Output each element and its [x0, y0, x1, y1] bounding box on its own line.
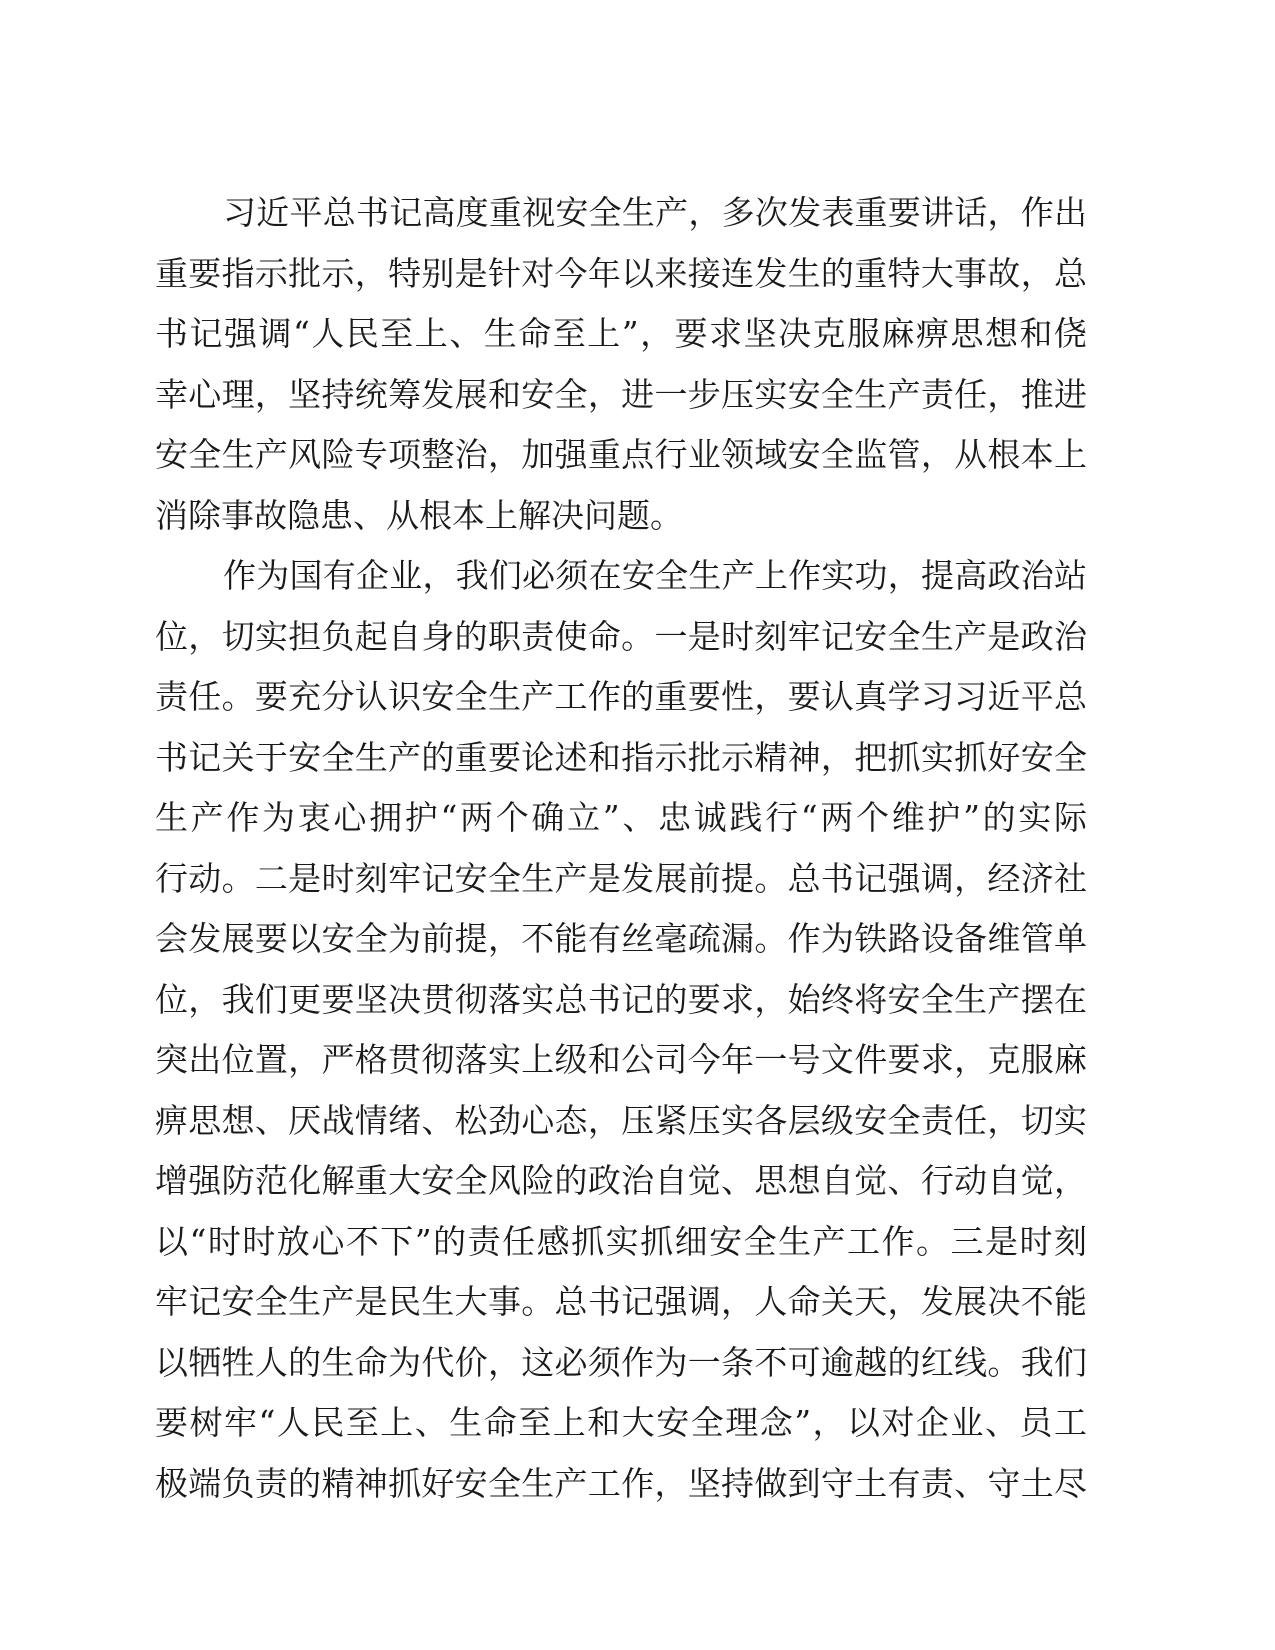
paragraph-1-line-4: 幸心理，坚持统筹发展和安全，进一步压实安全生产责任，推进 — [155, 374, 1087, 414]
paragraph-2-line-4: 书记关于安全生产的重要论述和指示批示精神，把抓实抓好安全 — [155, 737, 1087, 777]
paragraph-2-line-10: 痹思想、厌战情绪、松劲心态，压紧压实各层级安全责任，切实 — [155, 1100, 1087, 1140]
paragraph-1-line-5: 安全生产风险专项整治，加强重点行业领域安全监管，从根本上 — [155, 435, 1087, 474]
paragraph-2-line-15: 要树牢“人民至上、生命至上和大安全理念”，以对企业、员工 — [155, 1403, 1087, 1442]
body-text — [155, 183, 1087, 1514]
paragraph-2-line-3: 责任。要充分认识安全生产工作的重要性，要认真学习习近平总 — [155, 677, 1087, 716]
paragraph-2-line-5: 生产作为衷心拥护“两个确立”、忠诚践行“两个维护”的实际 — [155, 798, 1087, 837]
paragraph-2-line-11: 增强防范化解重大安全风险的政治自觉、思想自觉、行动自觉， — [155, 1161, 1087, 1200]
paragraph-1-line-1: 习近平总书记高度重视安全生产，多次发表重要讲话，作出 — [223, 193, 1087, 232]
paragraph-2-line-2: 位，切实担负起自身的职责使命。一是时刻牢记安全生产是政治 — [155, 616, 1087, 656]
paragraph-2-line-9: 突出位置，严格贯彻落实上级和公司今年一号文件要求，克服麻 — [155, 1040, 1087, 1079]
paragraph-2-line-13: 牢记安全生产是民生大事。总书记强调，人命关天，发展决不能 — [155, 1282, 1087, 1321]
paragraph-2-line-12: 以“时时放心不下”的责任感抓实抓细安全生产工作。三是时刻 — [155, 1221, 1087, 1261]
paragraph-1-line-3: 书记强调“人民至上、生命至上”，要求坚决克服麻痹思想和侥 — [155, 314, 1087, 353]
paragraph-2-line-16: 极端负责的精神抓好安全生产工作，坚持做到守土有责、守土尽 — [155, 1463, 1087, 1503]
paragraph-1-line-6: 消除事故隐患、从根本上解决问题。 — [155, 495, 683, 535]
paragraph-2-line-6: 行动。二是时刻牢记安全生产是发展前提。总书记强调，经济社 — [155, 858, 1087, 898]
paragraph-2-line-14: 以牺牲人的生命为代价，这必须作为一条不可逾越的红线。我们 — [155, 1342, 1087, 1382]
paragraph-2-line-1: 作为国有企业，我们必须在安全生产上作实功，提高政治站 — [223, 556, 1087, 595]
paragraph-2-line-7: 会发展要以安全为前提，不能有丝毫疏漏。作为铁路设备维管单 — [155, 919, 1087, 958]
paragraph-1-line-2: 重要指示批示，特别是针对今年以来接连发生的重特大事故，总 — [155, 253, 1087, 293]
paragraph-2-line-8: 位，我们更要坚决贯彻落实总书记的要求，始终将安全生产摆在 — [155, 979, 1087, 1019]
